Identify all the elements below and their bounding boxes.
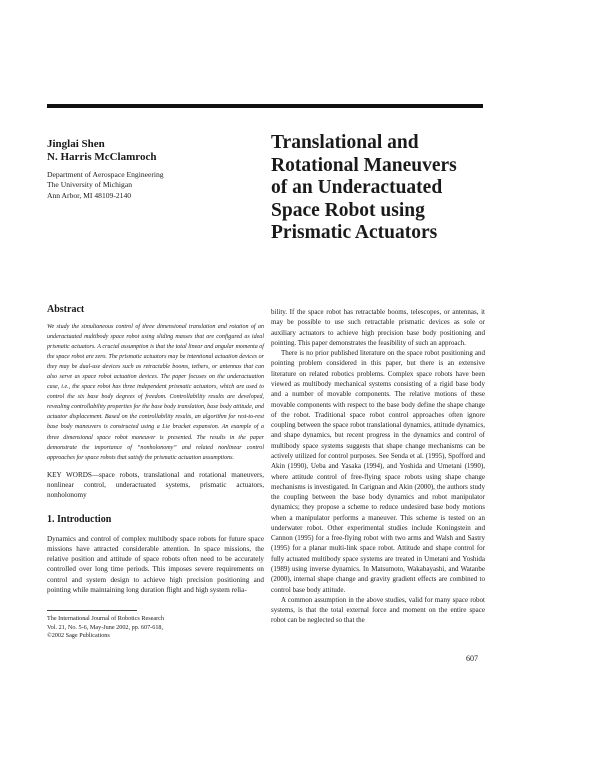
- keywords: KEY WORDS—space robots, translational and rotational maneuvers, nonlinear control, underactuated systems, prismatic actuators, nonholonomy: [47, 470, 264, 500]
- title-line: Rotational Maneuvers: [271, 154, 457, 176]
- abstract-text: We study the simultaneous control of three dimensional translation and rotation of an underactuated multibody space robot using sliding masses that are configured as ideal prismatic actuators. A crucial assumption is that the total linear and angular momenta of the space robot are zero. The prismatic actuators may be intentional actuation devices or they may be dual-use devices such as retractable booms, tethers, or antennas that can also serve as space robot actuation devices. The paper focuses on the underactuation case, i.e., the space robot has three independent prismatic actuators, which are used to control the six base body degrees of freedom. Controllability results are developed, revealing controllability properties for the base body translation, base body attitude, and actuator displacement. Based on the controllability results, an algorithm for rest-to-rest base body maneuvers is constructed using a Lie bracket expansion. An example of a three dimensional space robot maneuver is presented. The results in the paper demonstrate the importance of “nonholonomy” and related nonlinear control approaches for space robots that satisfy the prismatic actuation assumptions.: [47, 324, 264, 461]
- journal-footnote: [47, 615, 264, 641]
- introduction-paragraph: Dynamics and control of complex multibody space robots for future space missions have attracted considerable attention. In space missions, the relative position and attitude of space robots often need to be accurately controlled over long time periods. This imposes severe requirements on control and system design to achieve high precision positioning and pointing while maintaining long duration flight and high system relia-: [47, 534, 264, 594]
- affiliation-university: The University of Michigan: [47, 180, 132, 190]
- body-paragraph: A common assumption in the above studies, valid for many space robot systems, is that the total external force and moment on the entire space robot can be neglected so that the: [271, 595, 485, 625]
- affiliation-address: Ann Arbor, MI 48109-2140: [47, 190, 132, 200]
- author-name: Jinglai Shen: [47, 138, 105, 150]
- left-column: [47, 303, 264, 595]
- body-paragraph: There is no prior published literature on the space robot positioning and pointing problem considered in this paper, but there is an extensive literature on related robotics problems. Complex space robots have been viewed as multibody mechanical systems consisting of a rigid base body and a number of movable components. The relative motions of these movable components with respect to the base body define the shape change of the robot. Traditional space robot control approaches often ignore coupling between the space robot translational dynamics, attitude dynamics, and shape dynamics, but recent progress in the dynamics and control of multibody space systems suggests that shape change mechanisms can be actively utilized for control purposes. See Senda et al. (1995), Spofford and Akin (1990), Ueba and Yasaka (1994), and Yoshida and Umetani (1990), where attitude control of free-flying space robots using shape change mechanisms is investigated. In Carignan and Akin (2000), the authors study the coupling between the base body dynamics and robot manipulator dynamics; they propose a scheme to reduce undesired base body motions when a manipulator performs a maneuver. This scheme is tested on an underwater robot. Other experimental studies include Koningstein and Cannon (1995) for a free-flying robot with two arms and Walsh and Sastry (1995) for a planar multi-link space robot. Attitude and shape control for fully actuated multibody space systems are treated in Umetani and Yoshida (1989) using inverse dynamics. In Matsumoto, Wakabayashi, and Watanbe (2000), internal shape change and gravity gradient effects are combined to control base body attitude.: [271, 349, 485, 594]
- footnote-rule: [47, 610, 137, 611]
- author-name: N. Harris McClamroch: [47, 151, 157, 163]
- title-line: Prismatic Actuators: [271, 222, 438, 243]
- journal-volume: Vol. 21, No. 5-6, May-June 2002, pp. 607-618,: [47, 623, 164, 631]
- copyright: ©2002 Sage Publications: [47, 632, 110, 639]
- page-number: 607: [466, 654, 478, 663]
- title-line: Space Robot using: [271, 199, 425, 221]
- affiliation-department: Department of Aerospace Engineering: [47, 170, 164, 179]
- affiliation: [47, 170, 247, 201]
- author-block: [47, 138, 247, 201]
- title-line: Translational and: [271, 132, 419, 153]
- introduction-heading: 1. Introduction: [47, 513, 112, 525]
- journal-name: The International Journal of Robotics Research: [47, 615, 165, 622]
- right-column: [271, 307, 485, 626]
- body-paragraph: bility. If the space robot has retractable booms, telescopes, or antennas, it may be possible to use such retractable prismatic devices as sole or auxiliary actuators to achieve high precision base body positioning and pointing. This paper demonstrates the feasibility of such an approach.: [271, 308, 485, 347]
- title-line: of an Underactuated: [271, 177, 443, 198]
- header-rule: [47, 104, 483, 108]
- paper-title: [271, 132, 501, 245]
- abstract-heading: Abstract: [47, 304, 85, 315]
